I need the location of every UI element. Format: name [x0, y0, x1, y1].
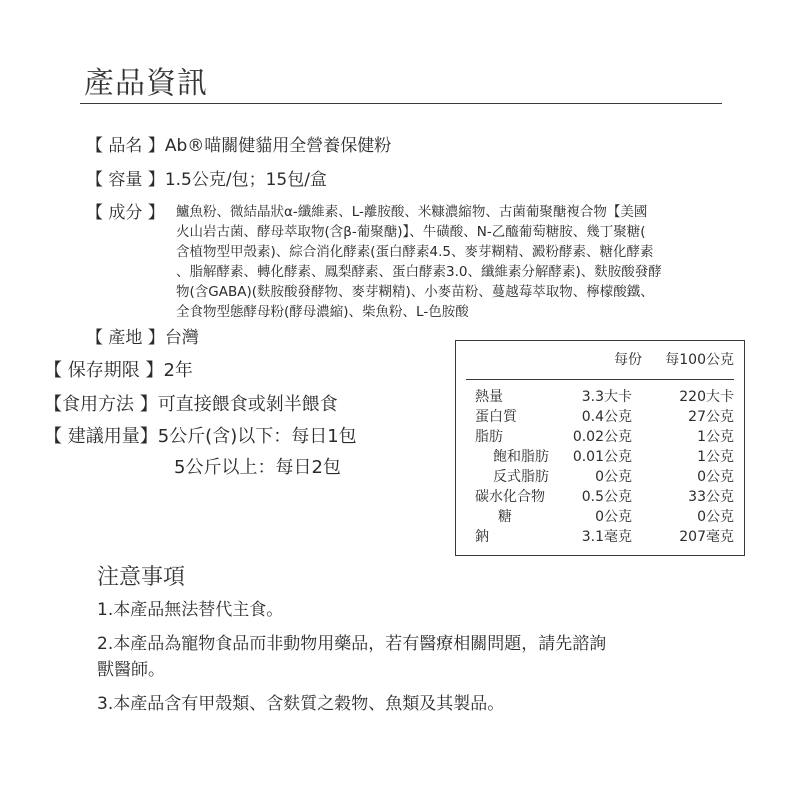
origin-label: 【 產地 】	[86, 328, 165, 348]
note-item-continued: 獸醫師。	[97, 660, 165, 680]
ingredients-line: 鱸魚粉、微結晶狀α-纖維素、L-離胺酸、米糠濃縮物、古菌葡聚醣複合物【美國	[176, 204, 648, 220]
nutrient-name: 脂肪	[475, 429, 503, 445]
nutrition-row	[456, 426, 744, 444]
note-item: 3.本產品含有甲殼類、含麩質之穀物、魚類及其製品。	[97, 694, 505, 714]
nutrition-row	[456, 466, 744, 484]
origin-row	[86, 326, 199, 350]
nutrient-serving: 0.01公克	[572, 449, 632, 465]
notes-title: 注意事項	[97, 565, 186, 590]
nutrient-name: 鈉	[475, 529, 489, 545]
nutrient-serving: 3.1毫克	[581, 529, 632, 545]
origin-value: 台灣	[164, 328, 199, 348]
dosage-line2: 5公斤以上：每日2包	[174, 457, 341, 478]
capacity-label: 【 容量 】	[86, 170, 165, 190]
nutrition-row	[456, 406, 744, 424]
nutrient-serving: 0.4公克	[581, 409, 632, 425]
nutrition-row	[456, 446, 744, 464]
ingredients-label: 【 成分 】	[86, 203, 165, 223]
nutrition-row	[456, 386, 744, 404]
ingredients-line: 、脂解酵素、轉化酵素、鳳梨酵素、蛋白酵素3.0、纖維素分解酵素)、麩胺酸發酵	[176, 264, 662, 280]
nutrient-name: 熱量	[475, 389, 503, 405]
nutrient-name: 反式脂肪	[493, 469, 549, 485]
nutrient-name: 飽和脂肪	[493, 449, 549, 465]
nutrient-per100: 0公克	[697, 469, 734, 485]
nutrient-per100: 207毫克	[679, 529, 734, 545]
nutrient-serving: 0.5公克	[581, 489, 632, 505]
product-name-label: 【 品名 】	[86, 136, 165, 156]
dosage-row	[44, 424, 357, 450]
ingredients-line: 含植物型甲殼素)、綜合消化酵素(蛋白酵素4.5、麥芽糊精、澱粉酵素、糖化酵素	[176, 244, 654, 260]
capacity-value: 1.5公克/包；15包/盒	[164, 170, 327, 190]
nutrition-header-divider	[466, 379, 734, 380]
nutrient-serving: 0公克	[595, 469, 632, 485]
nutrient-name: 蛋白質	[475, 409, 517, 425]
dosage-line1: 5公斤(含)以下：每日1包	[157, 426, 357, 447]
nutrition-row	[456, 526, 744, 544]
product-name-row	[86, 134, 391, 158]
nutrition-row	[456, 486, 744, 504]
dosage-row-2	[174, 455, 341, 481]
title-divider	[80, 103, 722, 104]
nutrient-per100: 220大卡	[679, 389, 734, 405]
nutrient-per100: 33公克	[688, 489, 734, 505]
col-per-serving: 每份	[614, 352, 642, 368]
nutrient-per100: 1公克	[697, 449, 734, 465]
nutrition-table	[455, 340, 745, 556]
shelf-life-value: 2年	[163, 360, 193, 381]
usage-row	[44, 392, 338, 418]
ingredients-row	[86, 201, 165, 225]
shelf-life-row	[44, 358, 193, 384]
note-item: 2.本產品為寵物食品而非動物用藥品，若有醫療相關問題，請先諮詢	[97, 634, 607, 654]
dosage-label: 【 建議用量】	[44, 426, 158, 447]
nutrient-per100: 1公克	[697, 429, 734, 445]
nutrition-header	[456, 347, 744, 371]
nutrient-per100: 0公克	[697, 509, 734, 525]
ingredients-line: 物(含GABA)(麩胺酸發酵物、麥芽糊精)、小麥苗粉、蔓越莓萃取物、檸檬酸鐵、	[176, 284, 654, 300]
product-name-value: Ab®喵關健貓用全營養保健粉	[164, 136, 392, 156]
col-per-100g: 每100公克	[665, 352, 734, 368]
nutrient-serving: 3.3大卡	[581, 389, 632, 405]
capacity-row	[86, 168, 327, 192]
usage-value: 可直接餵食或剝半餵食	[157, 394, 338, 415]
nutrient-serving: 0公克	[595, 509, 632, 525]
usage-label: 【食用方法 】	[44, 394, 158, 415]
nutrient-name: 碳水化合物	[475, 489, 545, 505]
page-title: 產品資訊	[84, 66, 208, 101]
nutrient-per100: 27公克	[688, 409, 734, 425]
ingredients-line: 全食物型態酵母粉(酵母濃縮)、柴魚粉、L-色胺酸	[176, 304, 469, 320]
ingredients-text	[176, 202, 776, 322]
nutrition-row	[456, 506, 744, 524]
nutrient-serving: 0.02公克	[572, 429, 632, 445]
note-item: 1.本產品無法替代主食。	[97, 600, 284, 620]
ingredients-line: 火山岩古菌、酵母萃取物(含β-葡聚醣)】、牛磺酸、N-乙醯葡萄糖胺、幾丁聚糖(	[176, 224, 646, 240]
shelf-life-label: 【 保存期限 】	[44, 360, 164, 381]
nutrient-name: 糖	[498, 509, 512, 525]
